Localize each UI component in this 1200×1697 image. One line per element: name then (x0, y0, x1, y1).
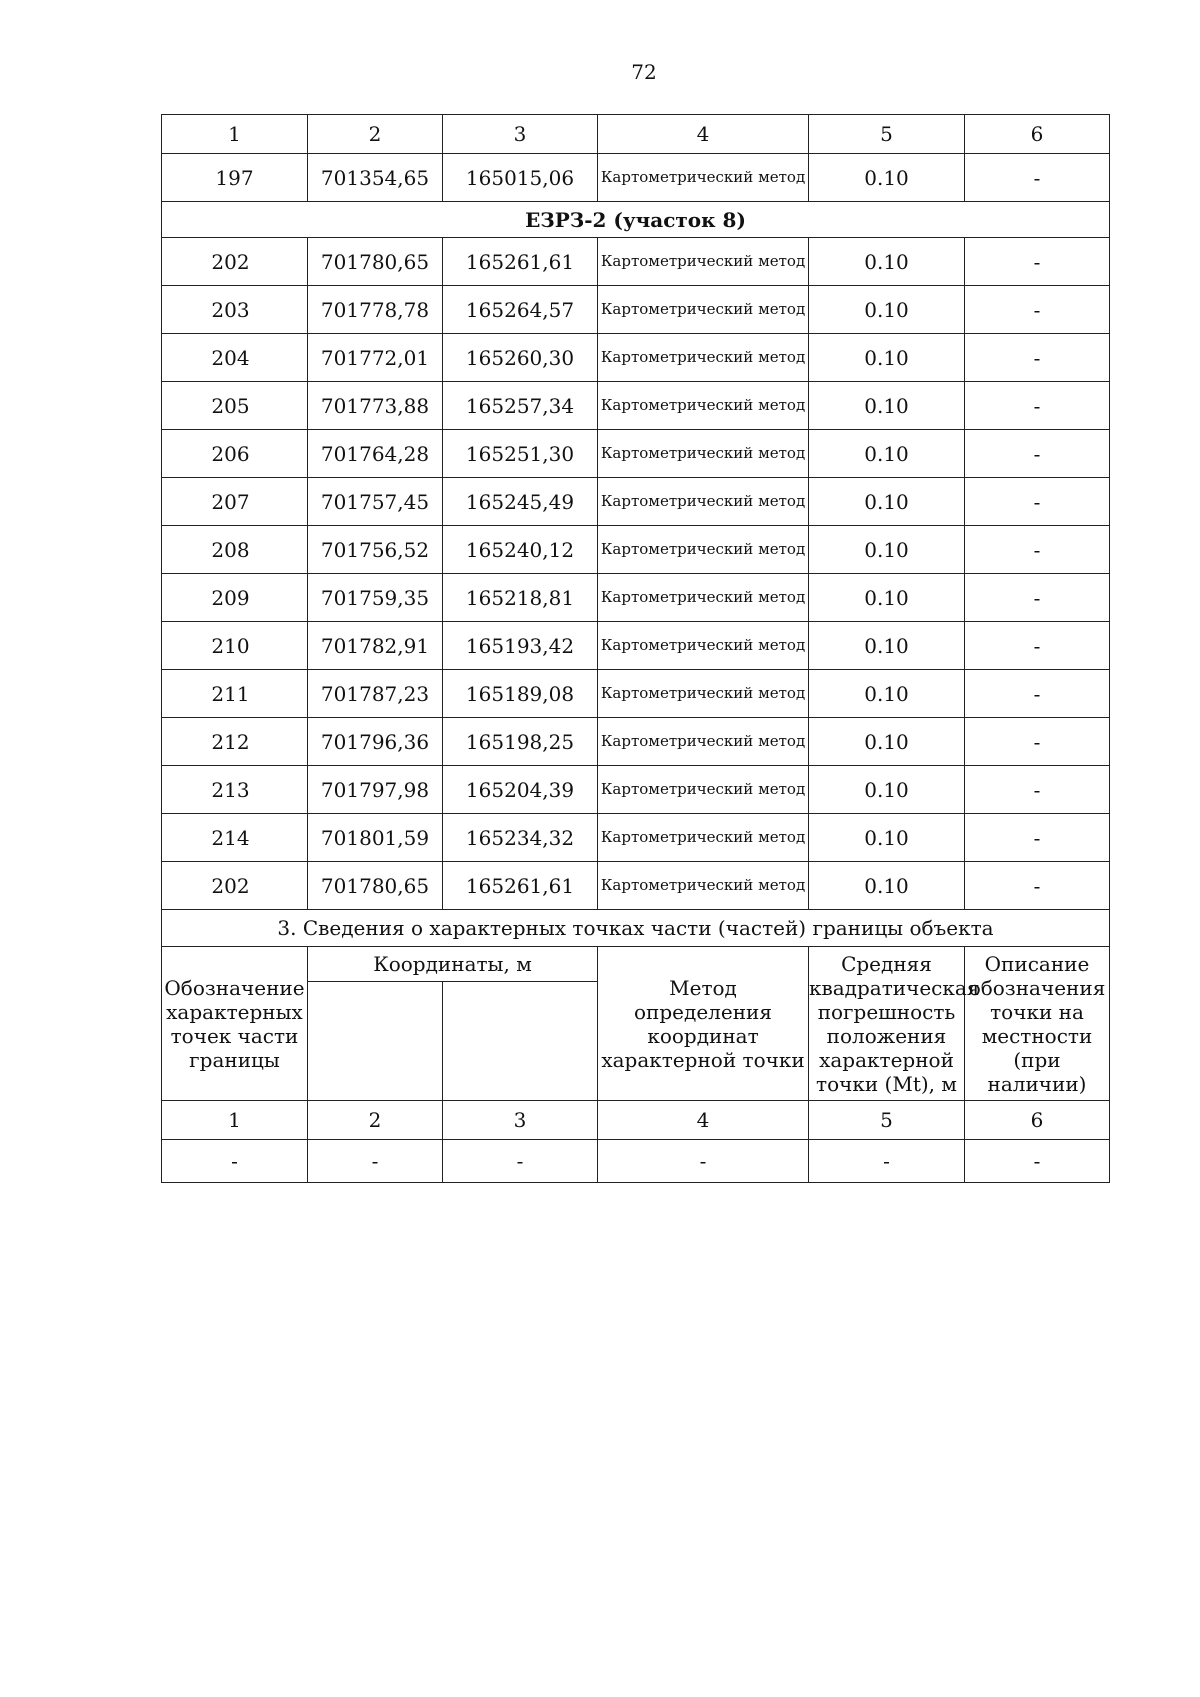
method-cell (598, 814, 809, 862)
coordinate-y: 165198,25 (443, 718, 598, 766)
accuracy: 0.10 (809, 766, 965, 814)
section3-column-number-row (162, 1101, 1110, 1140)
accuracy: 0.10 (809, 238, 965, 286)
method-text: Картометрический метод (600, 168, 806, 187)
method-text: Картометрический метод (600, 828, 806, 847)
description: - (965, 526, 1110, 574)
column-number: 2 (308, 115, 443, 154)
method-text: Картометрический метод (600, 252, 806, 271)
column-number: 3 (443, 1101, 598, 1140)
column-number: 2 (308, 1101, 443, 1140)
point-id: 205 (162, 382, 308, 430)
description: - (965, 718, 1110, 766)
coordinates-table (161, 114, 1110, 1183)
accuracy: 0.10 (809, 670, 965, 718)
empty-cell: - (162, 1140, 308, 1183)
description: - (965, 478, 1110, 526)
method-text: Картометрический метод (600, 684, 806, 703)
table-row (162, 238, 1110, 286)
accuracy: 0.10 (809, 526, 965, 574)
section3-empty-row (162, 1140, 1110, 1183)
section3-title-row (162, 910, 1110, 947)
method-text: Картометрический метод (600, 444, 806, 463)
description: - (965, 814, 1110, 862)
point-id: 202 (162, 862, 308, 910)
method-cell (598, 334, 809, 382)
method-text: Картометрический метод (600, 300, 806, 319)
point-id: 203 (162, 286, 308, 334)
accuracy: 0.10 (809, 334, 965, 382)
accuracy: 0.10 (809, 814, 965, 862)
column-number: 4 (598, 115, 809, 154)
header-designation: Обозначение характерных точек части границы (162, 947, 308, 1101)
method-text: Картометрический метод (600, 636, 806, 655)
method-text: Картометрический метод (600, 492, 806, 511)
coordinate-y: 165204,39 (443, 766, 598, 814)
point-id: 207 (162, 478, 308, 526)
description: - (965, 862, 1110, 910)
section3-title: 3. Сведения о характерных точках части (частей) границы объекта (162, 910, 1110, 947)
header-x-blank (308, 982, 443, 1101)
method-text: Картометрический метод (600, 540, 806, 559)
coordinate-x: 701773,88 (308, 382, 443, 430)
description: - (965, 766, 1110, 814)
empty-cell: - (598, 1140, 809, 1183)
coordinate-y: 165015,06 (443, 154, 598, 202)
point-id: 208 (162, 526, 308, 574)
table-row (162, 286, 1110, 334)
method-cell (598, 526, 809, 574)
coordinate-x: 701787,23 (308, 670, 443, 718)
accuracy: 0.10 (809, 154, 965, 202)
method-text: Картометрический метод (600, 348, 806, 367)
accuracy: 0.10 (809, 622, 965, 670)
method-cell (598, 238, 809, 286)
accuracy: 0.10 (809, 862, 965, 910)
column-number: 1 (162, 1101, 308, 1140)
coordinate-x: 701782,91 (308, 622, 443, 670)
header-accuracy: Средняя квадратическая погрешность положения характерной точки (Mt), м (809, 947, 965, 1101)
column-number: 5 (809, 115, 965, 154)
coordinate-x: 701780,65 (308, 238, 443, 286)
empty-cell: - (965, 1140, 1110, 1183)
header-description: Описание обозначения точки на местности (при наличии) (965, 947, 1110, 1101)
coordinate-y: 165234,32 (443, 814, 598, 862)
coordinate-x: 701757,45 (308, 478, 443, 526)
coordinate-y: 165189,08 (443, 670, 598, 718)
header-y-blank (443, 982, 598, 1101)
table-row (162, 334, 1110, 382)
point-id: 214 (162, 814, 308, 862)
method-text: Картометрический метод (600, 588, 806, 607)
section-title: ЕЗРЗ-2 (участок 8) (162, 202, 1110, 238)
coordinate-x: 701780,65 (308, 862, 443, 910)
method-cell (598, 862, 809, 910)
table-row (162, 382, 1110, 430)
table-row (162, 526, 1110, 574)
coordinate-x: 701772,01 (308, 334, 443, 382)
point-id: 211 (162, 670, 308, 718)
table-row (162, 862, 1110, 910)
coordinate-x: 701756,52 (308, 526, 443, 574)
header-coordinates: Координаты, м (308, 947, 598, 982)
table-row (162, 430, 1110, 478)
empty-cell: - (809, 1140, 965, 1183)
coordinate-y: 165260,30 (443, 334, 598, 382)
method-cell (598, 382, 809, 430)
coordinate-x: 701801,59 (308, 814, 443, 862)
column-number: 1 (162, 115, 308, 154)
coordinate-x: 701764,28 (308, 430, 443, 478)
coordinate-y: 165257,34 (443, 382, 598, 430)
method-cell (598, 286, 809, 334)
page-number: 72 (631, 60, 657, 84)
section-title-row (162, 202, 1110, 238)
method-cell (598, 154, 809, 202)
table-row (162, 574, 1110, 622)
description: - (965, 574, 1110, 622)
column-number: 6 (965, 115, 1110, 154)
coordinate-y: 165264,57 (443, 286, 598, 334)
method-cell (598, 430, 809, 478)
method-cell (598, 478, 809, 526)
column-number: 4 (598, 1101, 809, 1140)
coordinate-x: 701778,78 (308, 286, 443, 334)
header-method: Метод определения координат характерной точки (598, 947, 809, 1101)
accuracy: 0.10 (809, 382, 965, 430)
table-row (162, 154, 1110, 202)
description: - (965, 622, 1110, 670)
description: - (965, 670, 1110, 718)
column-number: 5 (809, 1101, 965, 1140)
method-text: Картометрический метод (600, 396, 806, 415)
table-row (162, 478, 1110, 526)
coordinate-y: 165261,61 (443, 862, 598, 910)
point-id: 204 (162, 334, 308, 382)
method-cell (598, 718, 809, 766)
coordinate-y: 165245,49 (443, 478, 598, 526)
method-text: Картометрический метод (600, 876, 806, 895)
accuracy: 0.10 (809, 286, 965, 334)
table-row (162, 622, 1110, 670)
section3-header-row (162, 947, 1110, 982)
coordinate-x: 701796,36 (308, 718, 443, 766)
description: - (965, 154, 1110, 202)
table-row (162, 718, 1110, 766)
point-id: 210 (162, 622, 308, 670)
table-row (162, 670, 1110, 718)
point-id: 212 (162, 718, 308, 766)
accuracy: 0.10 (809, 478, 965, 526)
description: - (965, 238, 1110, 286)
empty-cell: - (308, 1140, 443, 1183)
description: - (965, 430, 1110, 478)
accuracy: 0.10 (809, 574, 965, 622)
table-row (162, 766, 1110, 814)
method-cell (598, 670, 809, 718)
coordinate-y: 165218,81 (443, 574, 598, 622)
point-id: 213 (162, 766, 308, 814)
point-id: 202 (162, 238, 308, 286)
point-id: 197 (162, 154, 308, 202)
coordinate-y: 165251,30 (443, 430, 598, 478)
coordinate-y: 165261,61 (443, 238, 598, 286)
method-cell (598, 766, 809, 814)
description: - (965, 382, 1110, 430)
description: - (965, 334, 1110, 382)
table-row (162, 814, 1110, 862)
column-number: 3 (443, 115, 598, 154)
point-id: 206 (162, 430, 308, 478)
description: - (965, 286, 1110, 334)
method-text: Картометрический метод (600, 780, 806, 799)
coordinate-x: 701354,65 (308, 154, 443, 202)
column-number: 6 (965, 1101, 1110, 1140)
method-cell (598, 622, 809, 670)
column-number-row (162, 115, 1110, 154)
coordinate-y: 165193,42 (443, 622, 598, 670)
rows-body (162, 238, 1110, 910)
accuracy: 0.10 (809, 430, 965, 478)
point-id: 209 (162, 574, 308, 622)
coordinate-y: 165240,12 (443, 526, 598, 574)
coordinate-x: 701797,98 (308, 766, 443, 814)
accuracy: 0.10 (809, 718, 965, 766)
empty-cell: - (443, 1140, 598, 1183)
method-cell (598, 574, 809, 622)
method-text: Картометрический метод (600, 732, 806, 751)
coordinate-x: 701759,35 (308, 574, 443, 622)
